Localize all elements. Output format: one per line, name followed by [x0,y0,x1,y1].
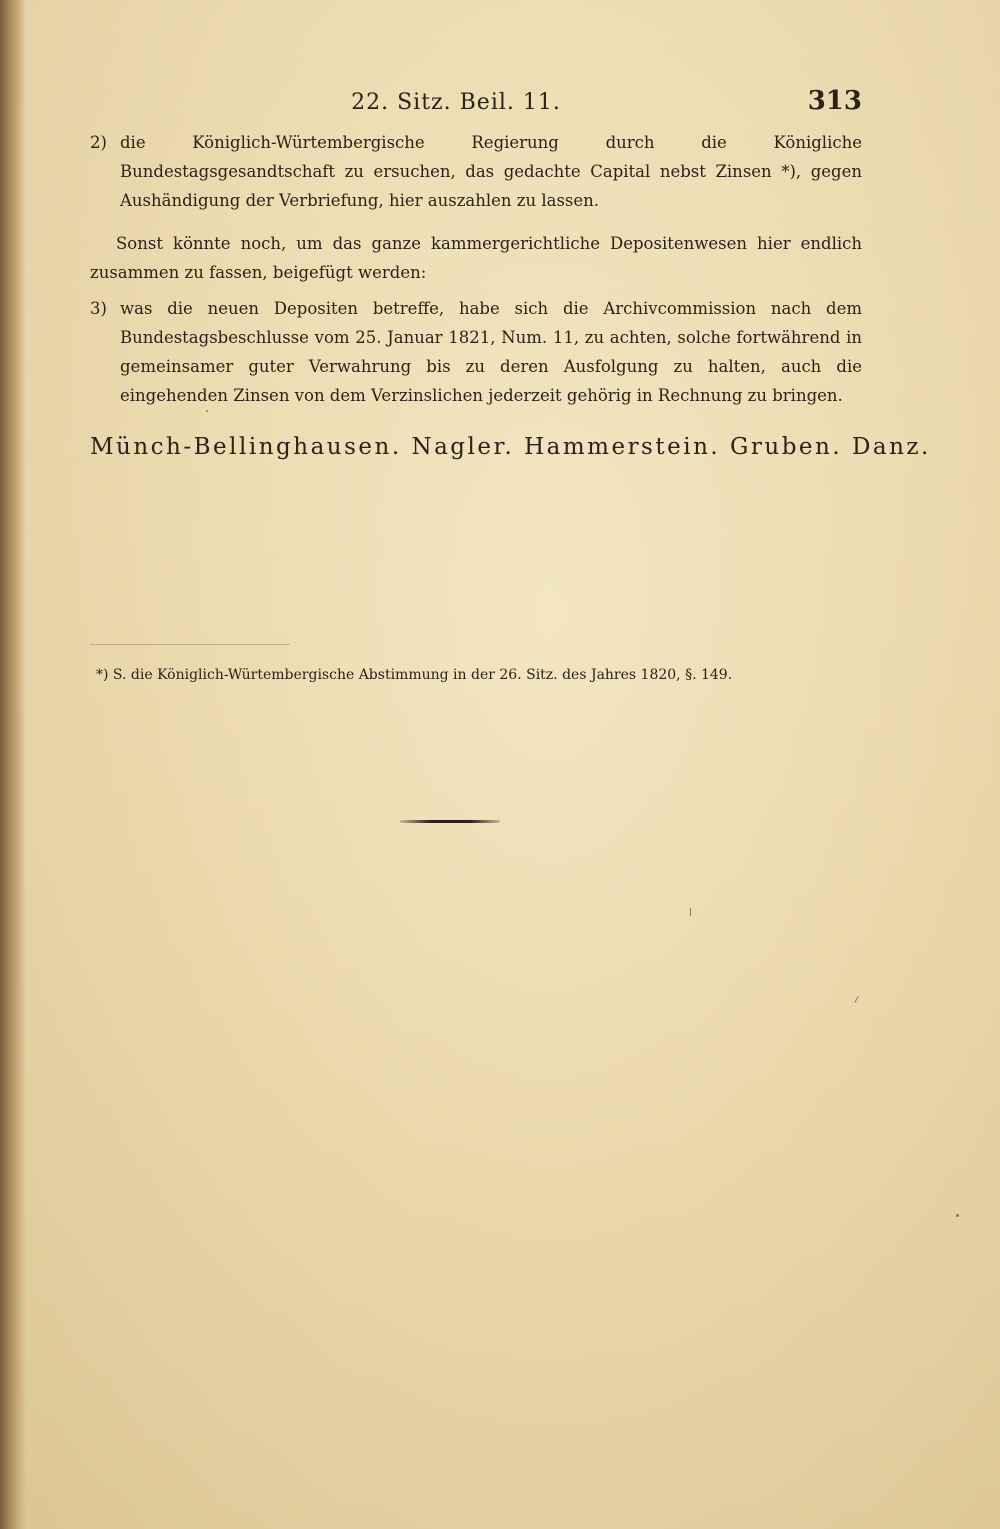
paper-speck [206,410,208,412]
footnote: *) S. die Königlich-Würtembergische Abstimmung in der 26. Sitz. des Jahres 1820, §. 149. [96,667,733,683]
closing-rule [400,820,500,823]
list-item-text: was die neuen Depositen betreffe, habe sich die Archivcommission nach dem Bundestagsbeschlusse vom 25. Januar 1821, Num. 11, zu achten, solche fortwährend in gemeinsamer guter Verwahrung bis zu deren Ausfolgung zu halten, auch die eingehenden Zinsen von dem Verzinslichen jederzeit gehörig in Rechnung zu bringen. [120,299,862,405]
list-item-3 [90,294,862,410]
running-title: 22. Sitz. Beil. 11. [351,90,561,115]
book-spine-edge [0,0,26,1529]
list-item-number: 3) [90,299,107,318]
list-item-2 [90,128,862,215]
paper-speck [690,908,691,916]
list-item-number: 2) [90,133,107,152]
body-paragraph: Sonst könnte noch, um das ganze kammergerichtliche Depositenwesen hier endlich zusammen zu fassen, beigefügt werden: [90,234,862,282]
paper-speck [854,996,858,1003]
signatures-line: Münch-Bellinghausen. Nagler. Hammerstein. Gruben. Danz. [90,434,931,460]
footnote-divider [90,644,290,645]
page-number: 313 [807,86,862,116]
list-item-text: die Königlich-Würtembergische Regierung durch die Königliche Bundestagsgesandtschaft zu ersuchen, das gedachte Capital nebst Zinsen *), gegen Aushändigung der Verbriefung, hier auszahlen zu lassen. [120,133,862,210]
page-header [90,86,862,122]
paper-speck [956,1214,959,1217]
